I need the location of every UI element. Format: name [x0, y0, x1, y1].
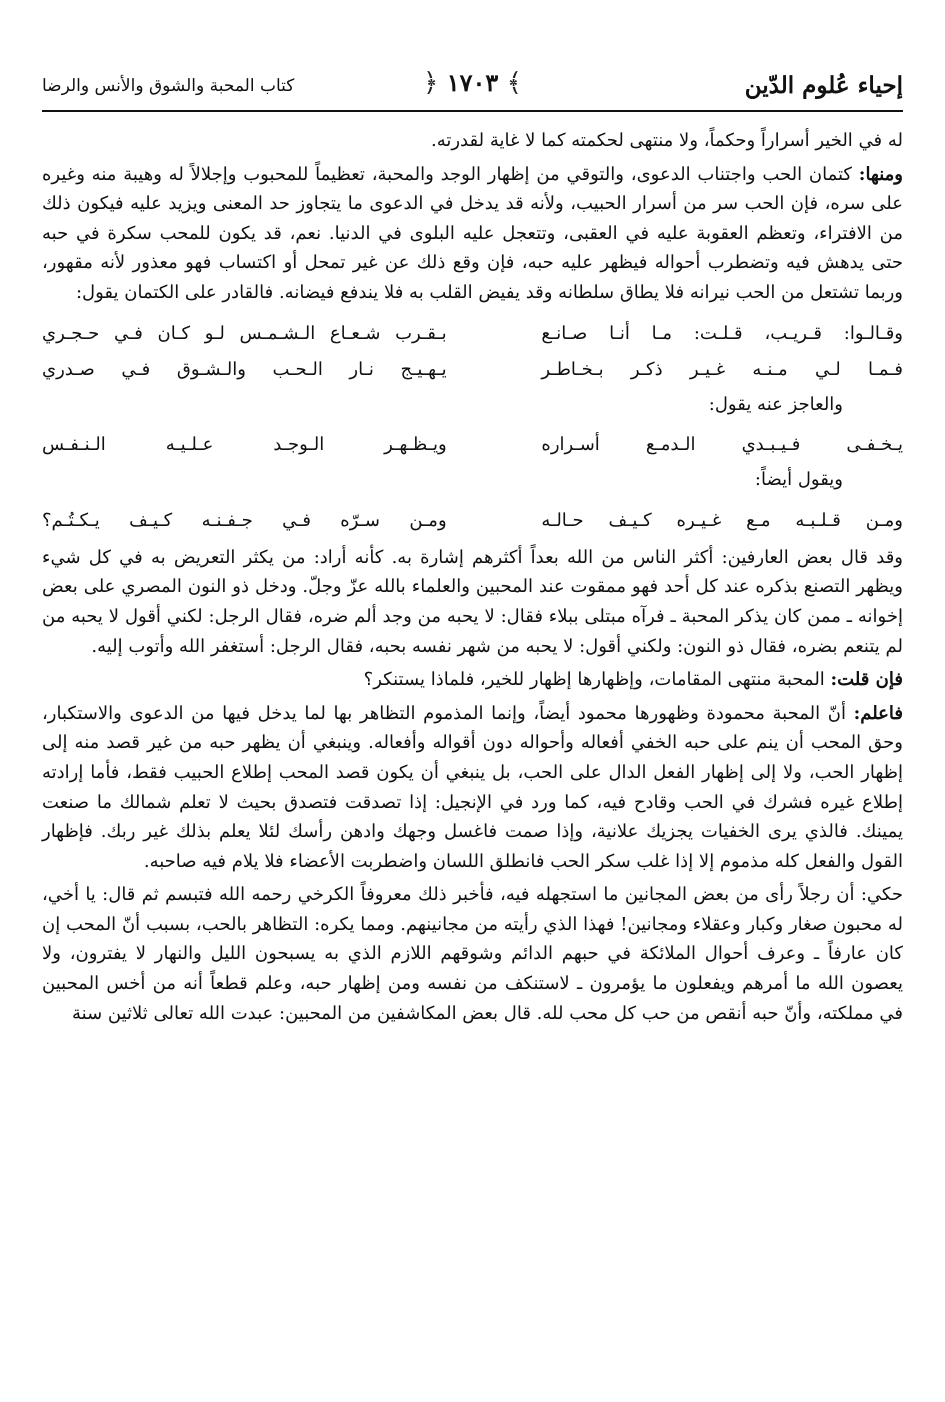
ornament-right-icon: ﴿ — [423, 68, 439, 98]
verse-3 — [42, 505, 903, 537]
page-header — [42, 62, 903, 112]
verse-1a-right: وقـالـوا: قـريـب، قـلـت: مـا أنـا صـانـع — [541, 322, 903, 344]
paragraph-5-label: فاعلم: — [853, 702, 903, 724]
page-number-group — [423, 68, 522, 98]
book-title: إحياء عُلوم الدّين — [744, 72, 903, 99]
paragraph-6: حكي: أن رجلاً رأى من بعض المجانين ما استجهله فيه، فأخبر ذلك معروفاً الكرخي رحمه الله فتبسم ثم قال: يا أخي، له محبون صغار وكبار وعقلاء ومجانين! فهذا الذي رأيته من مجانينهم. ومما يكره: التظاهر بالحب، بسبب أنّ المحب إن كان عارفاً ـ وعرف أحوال الملائكة في حبهم الدائم وشوقهم اللازم الذي به يسبحون الليل والنهار لا يفترون، ولا يعصون الله ما أمرهم ويفعلون ما يؤمرون ـ لاستنكف من نفسه ومن إظهار حبه، وعلم قطعاً أنه من أخس المحبين في مملكته، وأنّ حبه أنقص من حب كل محب لله. قال بعض المكاشفين من المحبين: عبدت الله تعالى ثلاثين سنة — [42, 884, 903, 1024]
header-divider — [42, 110, 903, 112]
paragraph-5-text: أنّ المحبة محمودة وظهورها محمود أيضاً، وإنما المذموم التظاهر بها لما يدخل فيها من الدعوى والاستكبار، وحق المحب أن ينم على حبه الخفي أفعاله وأحواله دون أقواله وأفعاله. وينبغي أن يظهر حبه من غير قصد منه إلى إظهار الحب، ولا إلى إظهار الفعل الدال على الحب، بل ينبغي أن يكون قصد المحب إطلاع الحبيب فقط، فأما إرادته إطلاع غيره فشرك في الحب وقادح فيه، كما ورد في الإنجيل: إذا تصدقت فتصدق بحيث لا تعلم شمالك ما صنعت يمينك. فالذي يرى الخفيات يجزيك علانية، وإذا صمت فاغسل وجهك وادهن رأسك لئلا يعلم بذلك غير ربك. فإظهار القول والفعل كله مذموم إلا إذا غلب سكر الحب فانطلق اللسان واضطربت الأعضاء فلا يلام فيه صاحبه. — [42, 702, 903, 872]
paragraph-4-label: فإن قلت: — [830, 669, 903, 691]
page-body — [42, 126, 903, 1032]
paragraph-1: له في الخير أسراراً وحكماً، ولا منتهى لحكمته كما لا غاية لقدرته. — [430, 130, 903, 151]
verse-3-left: ومـن سـرّه فـي جـفـنـه كـيـف يـكـتُـم؟ — [42, 509, 447, 531]
paragraph-4-text: المحبة منتهى المقامات، وإظهارها إظهار للخير، فلماذا يستنكر؟ — [363, 669, 831, 691]
verse-1a — [42, 318, 903, 350]
paragraph-3: وقد قال بعض العارفين: أكثر الناس من الله بعداً أكثرهم إشارة به. كأنه أراد: من يكثر التعريض به في كل شيء ويظهر التصنع بذكره عند كل أحد فهو ممقوت عند المحبين والعلماء بالله عزّ وجلّ. ودخل ذو النون المصري على بعض إخوانه ـ ممن كان يذكر المحبة ـ فرآه مبتلى ببلاء فقال: لا يحبه من وجد ألم ضره، فقال الرجل: لكني أقول لا يحبه من لم يتنعم بضره، فقال ذو النون: ولكني أقول: لا يحبه من شهر نفسه بحبه، فقال الرجل: أستغفر الله وأتوب إليه. — [42, 546, 903, 657]
page-number: ١٧٠٣ — [446, 68, 499, 97]
verse-1b-right: فـمـا لـي مـنـه غـيـر ذكـر بـخـاطـر — [541, 358, 903, 380]
paragraph-2 — [42, 160, 903, 308]
section-title: كتاب المحبة والشوق والأنس والرضا — [42, 76, 295, 96]
verse-1a-left: بـقـرب شـعـاع الـشـمـس لـو كـان فـي حـجـري — [42, 322, 447, 344]
verse-1b-left: يـهـيـج نـار الـحـب والـشـوق فـي صـدري — [42, 358, 447, 380]
verse-2-right: يـخـفـى فـيـبـدي الـدمـع أسـراره — [541, 434, 903, 456]
verse-2 — [42, 429, 903, 461]
verse-1b — [42, 354, 903, 386]
paragraph-5 — [42, 699, 903, 877]
ornament-left-icon: ﴾ — [506, 68, 522, 98]
intro-2: والعاجز عنه يقول: — [708, 393, 843, 415]
paragraph-2-text: كتمان الحب واجتناب الدعوى، والتوقي من إظهار الوجد والمحبة، تعظيماً للمحبوب وإجلالاً له وهيبة منه وغيره على سره، فإن الحب سر من أسرار الحبيب، ولأنه قد يدخل في الدعوى ما يتجاوز حد المعنى ويزيد عليه فيكون ذلك من الافتراء، وتعظم العقوبة عليه في العقبى، وتتعجل عليه البلوى في الدنيا. نعم، قد يكون للمحب سكرة في حبه حتى يدهش فيه وتضطرب أحواله فيظهر عليه حبه، فإن وقع ذلك عن غير تمحل أو اكتساب فهو معذور لأنه مقهور، وربما تشتعل من الحب نيرانه فلا يطاق سلطانه وقد يفيض القلب به فلا يندفع فيضانه. فالقادر على الكتمان يقول: — [42, 163, 903, 303]
intro-3: ويقول أيضاً: — [754, 469, 843, 491]
verse-3-right: ومـن قـلـبـه مـع غـيـره كـيـف حـالـه — [541, 509, 903, 531]
verse-2-left: ويـظـهـر الـوجـد عـلـيـه الـنـفـس — [42, 434, 447, 456]
paragraph-4 — [42, 665, 903, 695]
paragraph-2-label: ومنها: — [858, 163, 903, 185]
